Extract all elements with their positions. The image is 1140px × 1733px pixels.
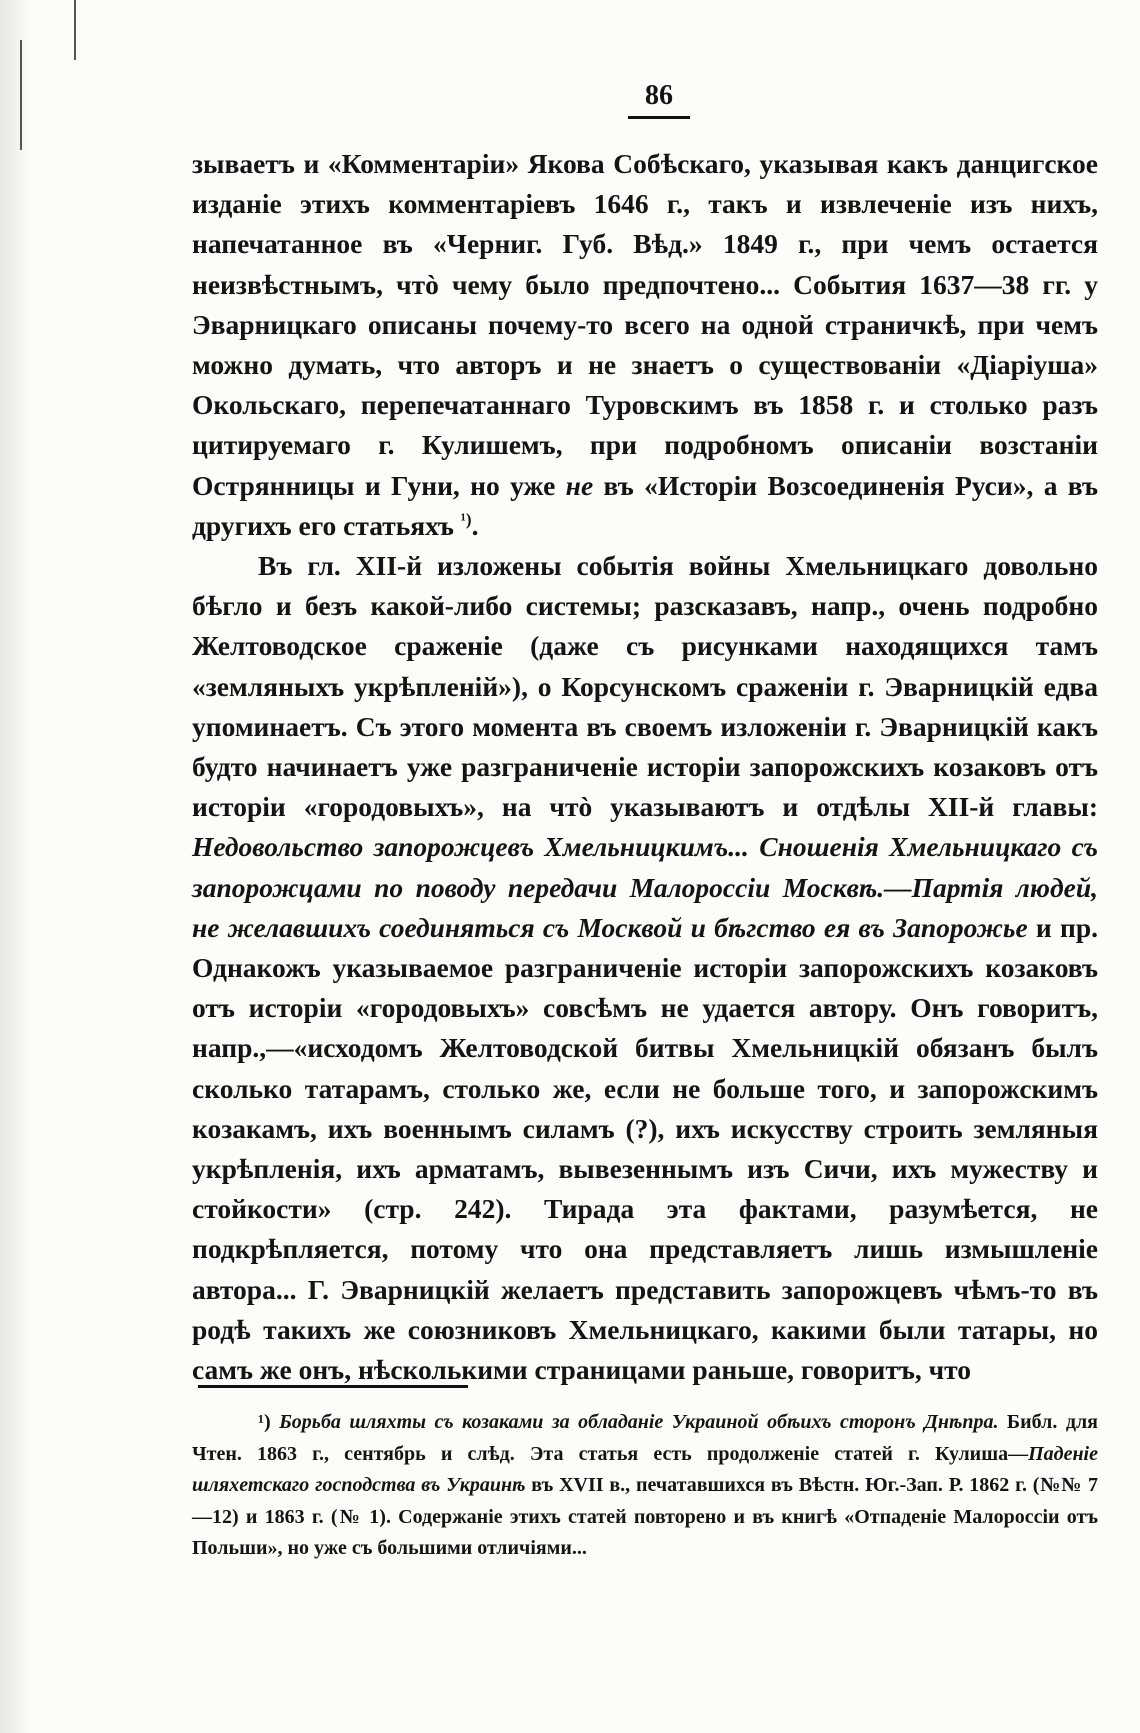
paragraph-2-italic-chapter-sections: Недовольство запорожцевъ Хмельницкимъ... Сношенія Хмельницкаго съ запорожцами по поводу передачи Малороссіи Москвѣ.—Партія людей, не желавшихъ соединяться съ Москвой и бѣгство ея въ Запорожье	[192, 831, 1098, 943]
page-number: 86	[628, 80, 690, 119]
footnote-mark: ¹)	[258, 1411, 271, 1433]
footnote-text-b: въ XVII в., печатавшихся въ Вѣстн. Юг.-Зап. Р. 1862 г. (№№ 7—12) и 1863 г. (№ 1). Содержаніе этихъ статей повторено и въ книгѣ «Отпаденіе Малороссіи отъ Польши», но уже съ большими отличіями...	[192, 1474, 1099, 1559]
paragraph-1	[192, 144, 1098, 546]
scan-edge-shadow	[0, 0, 32, 1733]
paragraph-2-text-b: и пр. Однакожъ указываемое разграниченіе исторіи запорожскихъ козаковъ отъ исторіи «городовыхъ» совсѣмъ не удается автору. Онъ говоритъ, напр.,—«исходомъ Желтоводской битвы Хмельницкій обязанъ былъ сколько татарамъ, столько же, если не больше того, и запорожскимъ козакамъ, ихъ военнымъ силамъ (?), ихъ искусству строить земляныя укрѣпленія, ихъ арматамъ, вывезеннымъ изъ Сичи, ихъ мужеству и стойкости» (стр. 242). Тирада эта фактами, разумѣется, не подкрѣпляется, потому что она представляетъ лишь измышленіе автора... Г. Эварницкій желаетъ представить запорожцевъ чѣмъ-то въ родѣ такихъ же союзниковъ Хмельницкаго, какими были татары, но самъ же онъ, нѣсколькими страницами раньше, говоритъ, что	[192, 911, 1098, 1386]
footnote-reference[interactable]: ¹)	[460, 509, 472, 529]
footnote-italic-title: Борьба шляхты съ козаками за обладаніе Украиной обѣихъ сторонъ Днѣпра.	[279, 1411, 999, 1433]
paragraph-2-text-a: Въ гл. XII-й изложены событія войны Хмельницкаго довольно бѣгло и безъ какой-либо системы; разсказавъ, напр., очень подробно Желтоводское сраженіе (даже съ рисунками находящихся тамъ «земляныхъ укрѣпленій»), о Корсунскомъ сраженіи г. Эварницкій едва упоминаетъ. Съ этого момента въ своемъ изложеніи г. Эварницкій какъ будто начинаетъ уже разграниченіе исторіи запорожскихъ козаковъ отъ исторіи «городовыхъ», на чтò указываютъ и отдѣлы XII-й главы:	[192, 550, 1098, 823]
scan-artifact-line	[20, 40, 22, 150]
footnote-text-a: Библ. для Чтен. 1863 г., сентябрь и слѣд. Эта статья есть продолженіе статей г. Кулиша—	[192, 1411, 1098, 1465]
paragraph-1-text-a: зываетъ и «Комментаріи» Якова Собѣскаго, указывая какъ данцигское изданіе этихъ комментаріевъ 1646 г., такъ и извлеченіе изъ нихъ, напечатанное въ «Черниг. Губ. Вѣд.» 1849 г., при чемъ остается неизвѣстнымъ, чтò чему было предпочтено... События 1637—38 гг. у Эварницкаго описаны почему-то всего на одной страничкѣ, при чемъ можно думать, что авторъ и не знаетъ о существованіи «Діаріуша» Окольскаго, перепечатаннаго Туровскимъ въ 1858 г. и столько разъ цитируемаго г. Кулишемъ, при подробномъ описаніи возстаніи Острянницы и Гуни, но уже	[192, 148, 1098, 501]
footnote	[192, 1407, 1098, 1565]
paragraph-1-text-c: .	[471, 509, 479, 541]
footnote-divider	[198, 1385, 468, 1388]
paragraph-1-italic-ne: не	[565, 469, 594, 501]
paragraph-2	[192, 546, 1098, 1390]
scan-artifact-line	[74, 0, 76, 60]
footnote-paragraph	[192, 1407, 1098, 1565]
main-text	[192, 144, 1098, 1390]
paragraph-1-text-b: въ «Исторіи Возсоединенія Руси», а въ другихъ его статьяхъ	[192, 469, 1099, 541]
footnote-italic-work: Паденіе шляхетскаго господства въ Украинѣ	[192, 1442, 1098, 1496]
